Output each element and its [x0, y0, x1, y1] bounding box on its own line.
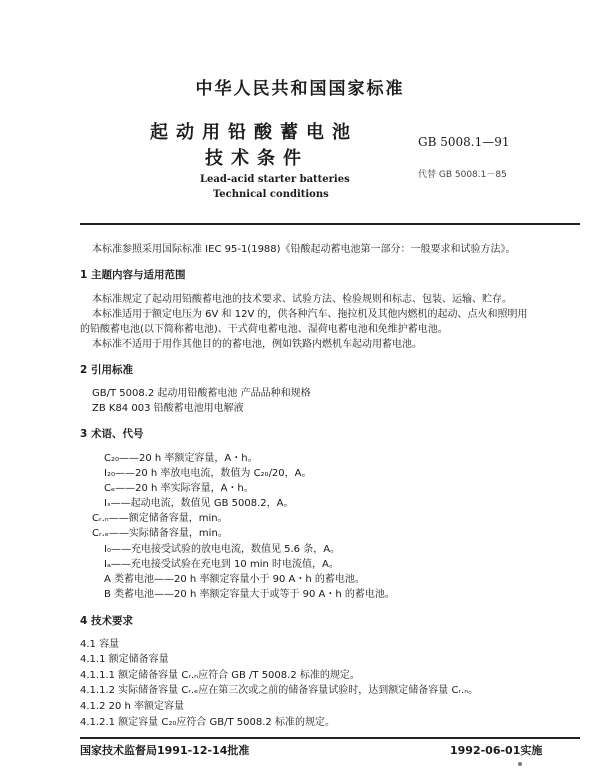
- term-class-a: A 类蓄电池——20 h 率额定容量小于 90 A・h 的蓄电池。: [104, 574, 365, 585]
- english-title-line1: Lead-acid starter batteries: [200, 174, 350, 185]
- clause-4-1-1-2: 4.1.1.2 实际储备容量 Cᵣ.ₑ应在第三次或之前的储备容量试验时，达到额定储备容量 Cᵣ.ₙ。: [80, 685, 479, 696]
- clause-4-1-2: 4.1.2 20 h 率额定容量: [80, 701, 185, 712]
- section-1-paragraph-2: 本标准适用于额定电压为 6V 和 12V 的，供各种汽车、拖拉机及其他内燃机的起动、点火和照明用: [92, 309, 528, 320]
- document-title-line1: 起动用铅酸蓄电池: [150, 122, 358, 143]
- term-is: Iₛ——起动电流，数值见 GB 5008.2，A。: [104, 498, 294, 509]
- term-i20: I₂₀——20 h 率放电电流，数值为 C₂₀/20，A。: [104, 468, 312, 479]
- scan-speck: [518, 762, 522, 766]
- section-1-paragraph-2-cont: 的铅酸蓄电池(以下简称蓄电池)、干式荷电蓄电池、湿荷电蓄电池和免维护蓄电池。: [80, 324, 448, 335]
- replaces-standard: 代替 GB 5008.1－85: [418, 170, 507, 180]
- term-ia: Iₐ——充电接受试验在充电到 10 min 时电流值，A。: [104, 559, 339, 570]
- section-1-paragraph-3: 本标准不适用于用作其他目的的蓄电池，例如铁路内燃机车起动用蓄电池。: [92, 339, 422, 350]
- national-standard-heading: 中华人民共和国国家标准: [195, 79, 405, 99]
- term-cre: Cᵣ.ₑ——实际储备容量，min。: [92, 528, 228, 539]
- reference-zbk84003: ZB K84 003 铅酸蓄电池用电解液: [92, 403, 244, 414]
- section-2-heading: 2 引用标准: [80, 364, 133, 376]
- standard-number: GB 5008.1—91: [418, 135, 510, 149]
- clause-4-1: 4.1 容量: [80, 639, 120, 650]
- term-c20: C₂₀——20 h 率额定容量，A・h。: [104, 453, 258, 464]
- footer-divider: [80, 737, 580, 739]
- section-3-heading: 3 术语、代号: [80, 428, 144, 440]
- clause-4-1-1: 4.1.1 额定储备容量: [80, 654, 169, 665]
- section-1-paragraph-1: 本标准规定了起动用铅酸蓄电池的技术要求、试验方法、检验规则和标志、包装、运输、贮存。: [92, 294, 512, 305]
- intro-paragraph: 本标准参照采用国际标准 IEC 95-1(1988)《铅酸起动蓄电池第一部分：一般要求和试验方法》。: [92, 244, 516, 255]
- term-ce: Cₑ——20 h 率实际容量，A・h。: [104, 483, 254, 494]
- term-crn: Cᵣ.ₙ——额定储备容量，min。: [92, 513, 228, 524]
- header-divider: [80, 223, 580, 225]
- clause-4-1-1-1: 4.1.1.1 额定储备容量 Cᵣ.ₙ应符合 GB /T 5008.2 标准的规定。: [80, 670, 360, 681]
- section-1-heading: 1 主题内容与适用范围: [80, 269, 186, 281]
- implementation-date: 1992-06-01实施: [450, 744, 543, 757]
- english-title-line2: Technical conditions: [213, 189, 329, 200]
- reference-gbt5008-2: GB/T 5008.2 起动用铅酸蓄电池 产品品种和规格: [92, 388, 311, 399]
- term-io: I₀——充电接受试验的放电电流，数值见 5.6 条，A。: [104, 544, 341, 555]
- clause-4-1-2-1: 4.1.2.1 额定容量 C₂₀应符合 GB/T 5008.2 标准的规定。: [80, 717, 335, 728]
- section-4-heading: 4 技术要求: [80, 615, 133, 627]
- document-title-line2: 技术条件: [205, 148, 309, 169]
- approval-date: 国家技术监督局1991-12-14批准: [80, 744, 250, 757]
- term-class-b: B 类蓄电池——20 h 率额定容量大于或等于 90 A・h 的蓄电池。: [104, 589, 395, 600]
